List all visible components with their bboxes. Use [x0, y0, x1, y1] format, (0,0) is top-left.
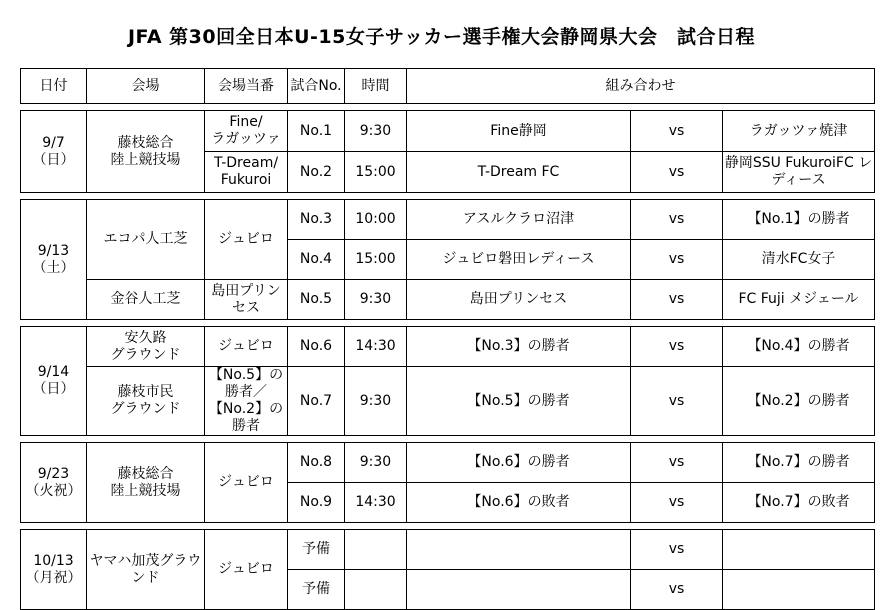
header-match-no: 試合No. — [288, 69, 345, 104]
home-team-cell: T-Dream FC — [407, 152, 631, 193]
time-cell: 14:30 — [345, 483, 407, 523]
time-cell: 15:00 — [345, 240, 407, 280]
time-cell: 14:30 — [345, 327, 407, 367]
match-no-cell: No.6 — [288, 327, 345, 367]
home-team-cell: 【No.3】の勝者 — [407, 327, 631, 367]
away-team-cell: 【No.7】の勝者 — [723, 443, 875, 483]
duty-cell: Fine/ ラガッツァ — [205, 111, 288, 152]
home-team-cell: アスルクラロ沼津 — [407, 200, 631, 240]
home-team-cell: 【No.5】の勝者 — [407, 367, 631, 436]
page-title: JFA 第30回全日本U-15女子サッカー選手権大会静岡県大会 試合日程 — [127, 26, 755, 48]
table-row — [21, 280, 875, 320]
duty-cell: 島田プリンセス — [205, 280, 288, 320]
away-team-cell: 静岡SSU FukuroiFC レディース — [723, 152, 875, 193]
away-team-cell: 【No.2】の勝者 — [723, 367, 875, 436]
home-team-cell — [407, 530, 631, 570]
home-team-cell: ジュビロ磐田レディース — [407, 240, 631, 280]
header-venue: 会場 — [87, 69, 205, 104]
away-team-cell: 【No.1】の勝者 — [723, 200, 875, 240]
time-cell — [345, 530, 407, 570]
spacer-row — [21, 523, 875, 530]
venue-cell: エコパ人工芝 — [87, 200, 205, 280]
time-cell: 10:00 — [345, 200, 407, 240]
header-pairing: 組み合わせ — [407, 69, 875, 104]
spacer-row — [21, 104, 875, 111]
venue-cell: 安久路 グラウンド — [87, 327, 205, 367]
venue-cell: 藤枝総合 陸上競技場 — [87, 443, 205, 523]
match-no-cell: No.1 — [288, 111, 345, 152]
match-no-cell: No.8 — [288, 443, 345, 483]
duty-cell: ジュビロ — [205, 327, 288, 367]
table-row — [21, 530, 875, 570]
vs-cell: vs — [631, 367, 723, 436]
time-cell: 9:30 — [345, 367, 407, 436]
away-team-cell: 清水FC女子 — [723, 240, 875, 280]
home-team-cell: 【No.6】の敗者 — [407, 483, 631, 523]
header-time: 時間 — [345, 69, 407, 104]
table-row — [21, 327, 875, 367]
spacer-row — [21, 436, 875, 443]
spacer-row — [21, 193, 875, 200]
away-team-cell: FC Fuji メジェール — [723, 280, 875, 320]
header-row — [21, 69, 875, 104]
match-no-cell: No.2 — [288, 152, 345, 193]
date-cell: 10/13 （月祝） — [21, 530, 87, 610]
vs-cell: vs — [631, 483, 723, 523]
duty-cell: ジュビロ — [205, 200, 288, 280]
home-team-cell — [407, 570, 631, 610]
match-no-cell: 予備 — [288, 530, 345, 570]
home-team-cell: Fine静岡 — [407, 111, 631, 152]
home-team-cell: 島田プリンセス — [407, 280, 631, 320]
vs-cell: vs — [631, 152, 723, 193]
vs-cell: vs — [631, 530, 723, 570]
table-row — [21, 200, 875, 240]
match-no-cell: No.3 — [288, 200, 345, 240]
venue-cell: 金谷人工芝 — [87, 280, 205, 320]
match-no-cell: No.4 — [288, 240, 345, 280]
vs-cell: vs — [631, 111, 723, 152]
duty-cell: T-Dream/ Fukuroi — [205, 152, 288, 193]
time-cell — [345, 570, 407, 610]
duty-cell: 【No.5】の勝者／ 【No.2】の勝者 — [205, 367, 288, 436]
match-no-cell: No.9 — [288, 483, 345, 523]
table-row — [21, 443, 875, 483]
time-cell: 15:00 — [345, 152, 407, 193]
match-no-cell: No.5 — [288, 280, 345, 320]
duty-cell: ジュビロ — [205, 530, 288, 610]
vs-cell: vs — [631, 443, 723, 483]
spacer-row — [21, 320, 875, 327]
vs-cell: vs — [631, 327, 723, 367]
match-no-cell: 予備 — [288, 570, 345, 610]
away-team-cell: 【No.4】の勝者 — [723, 327, 875, 367]
date-cell: 9/13 （土） — [21, 200, 87, 320]
header-date: 日付 — [21, 69, 87, 104]
venue-cell: ヤマハ加茂グラウンド — [87, 530, 205, 610]
duty-cell: ジュビロ — [205, 443, 288, 523]
schedule-table — [20, 68, 875, 610]
away-team-cell — [723, 530, 875, 570]
away-team-cell: ラガッツァ焼津 — [723, 111, 875, 152]
venue-cell: 藤枝市民 グラウンド — [87, 367, 205, 436]
time-cell: 9:30 — [345, 280, 407, 320]
away-team-cell — [723, 570, 875, 610]
date-cell: 9/23 （火祝） — [21, 443, 87, 523]
table-row — [21, 111, 875, 152]
date-cell: 9/7 （日） — [21, 111, 87, 193]
table-row — [21, 367, 875, 436]
vs-cell: vs — [631, 570, 723, 610]
match-no-cell: No.7 — [288, 367, 345, 436]
vs-cell: vs — [631, 280, 723, 320]
date-cell: 9/14 （日） — [21, 327, 87, 436]
time-cell: 9:30 — [345, 111, 407, 152]
vs-cell: vs — [631, 240, 723, 280]
home-team-cell: 【No.6】の勝者 — [407, 443, 631, 483]
header-duty: 会場当番 — [205, 69, 288, 104]
time-cell: 9:30 — [345, 443, 407, 483]
vs-cell: vs — [631, 200, 723, 240]
away-team-cell: 【No.7】の敗者 — [723, 483, 875, 523]
venue-cell: 藤枝総合 陸上競技場 — [87, 111, 205, 193]
